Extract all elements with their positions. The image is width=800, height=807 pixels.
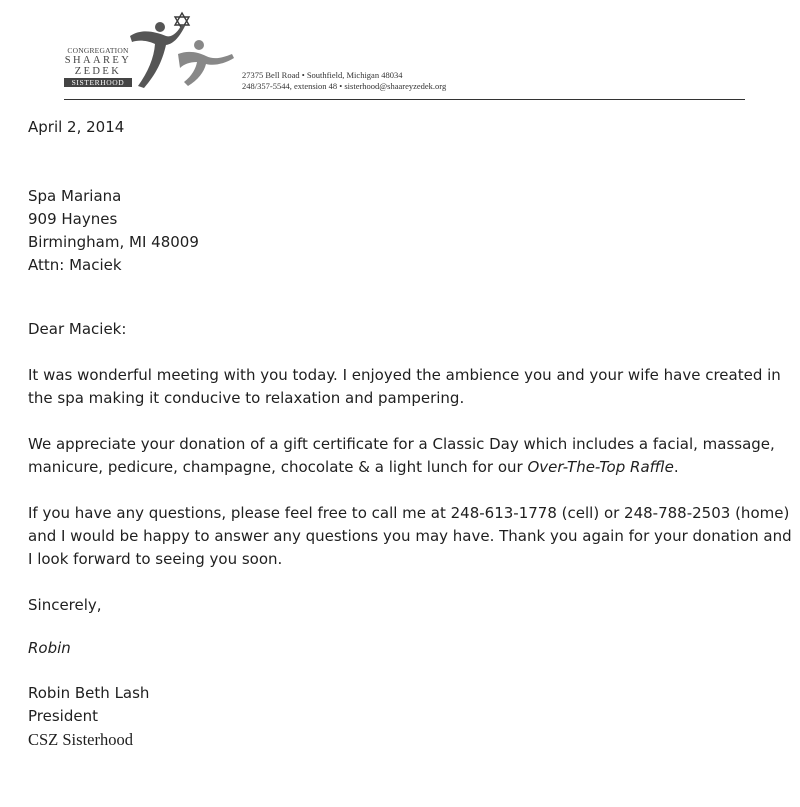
org-line-sisterhood: SISTERHOOD bbox=[64, 78, 132, 87]
signature: Robin bbox=[28, 639, 71, 657]
org-line-zedek: ZEDEK bbox=[74, 66, 122, 77]
signer-block bbox=[28, 682, 793, 751]
letterhead-address bbox=[242, 70, 446, 92]
letter-body bbox=[28, 116, 793, 751]
closing: Sincerely, bbox=[28, 596, 102, 614]
dancer-right-icon bbox=[178, 40, 234, 86]
raffle-name: Over-The-Top Raffle bbox=[527, 458, 674, 476]
recipient-line: Spa Mariana bbox=[28, 187, 122, 205]
paragraph-2-text: We appreciate your donation of a gift certificate for a Classic Day which includes a facial, massage, manicure, pedicure, champagne, chocolate & a light lunch for our bbox=[28, 435, 775, 476]
letterhead-divider bbox=[64, 99, 745, 100]
signer-title: President bbox=[28, 707, 98, 725]
paragraph-3: If you have any questions, please feel free to call me at 248-613-1778 (cell) or 248-788-2503 (home) and I would be happy to answer any questions you may have. Thank you again for your donation and I look forward to seeing you soon. bbox=[28, 504, 792, 568]
paragraph-1: It was wonderful meeting with you today. I enjoyed the ambience you and your wife have created in the spa making it conducive to relaxation and pampering. bbox=[28, 366, 781, 407]
recipient-address bbox=[28, 185, 793, 277]
salutation: Dear Maciek: bbox=[28, 320, 127, 338]
letterhead bbox=[0, 0, 800, 104]
signer-organization: CSZ Sisterhood bbox=[28, 730, 133, 749]
dancing-figures-star-of-david-icon bbox=[122, 10, 242, 92]
org-line-shaarey: SHAAREY bbox=[64, 55, 132, 66]
address-line: 27375 Bell Road • Southfield, Michigan 48034 bbox=[242, 70, 403, 80]
recipient-line: 909 Haynes bbox=[28, 210, 118, 228]
recipient-line: Birmingham, MI 48009 bbox=[28, 233, 199, 251]
contact-line: 248/357-5544, extension 48 • sisterhood@shaareyzedek.org bbox=[242, 81, 447, 91]
signer-name: Robin Beth Lash bbox=[28, 684, 150, 702]
recipient-line: Attn: Maciek bbox=[28, 256, 122, 274]
org-line-congregation: CONGREGATION bbox=[67, 46, 129, 55]
letter-date: April 2, 2014 bbox=[28, 118, 125, 136]
paragraph-2 bbox=[28, 433, 793, 479]
paragraph-2-end: . bbox=[673, 458, 679, 476]
dancer-left-icon bbox=[130, 22, 185, 88]
